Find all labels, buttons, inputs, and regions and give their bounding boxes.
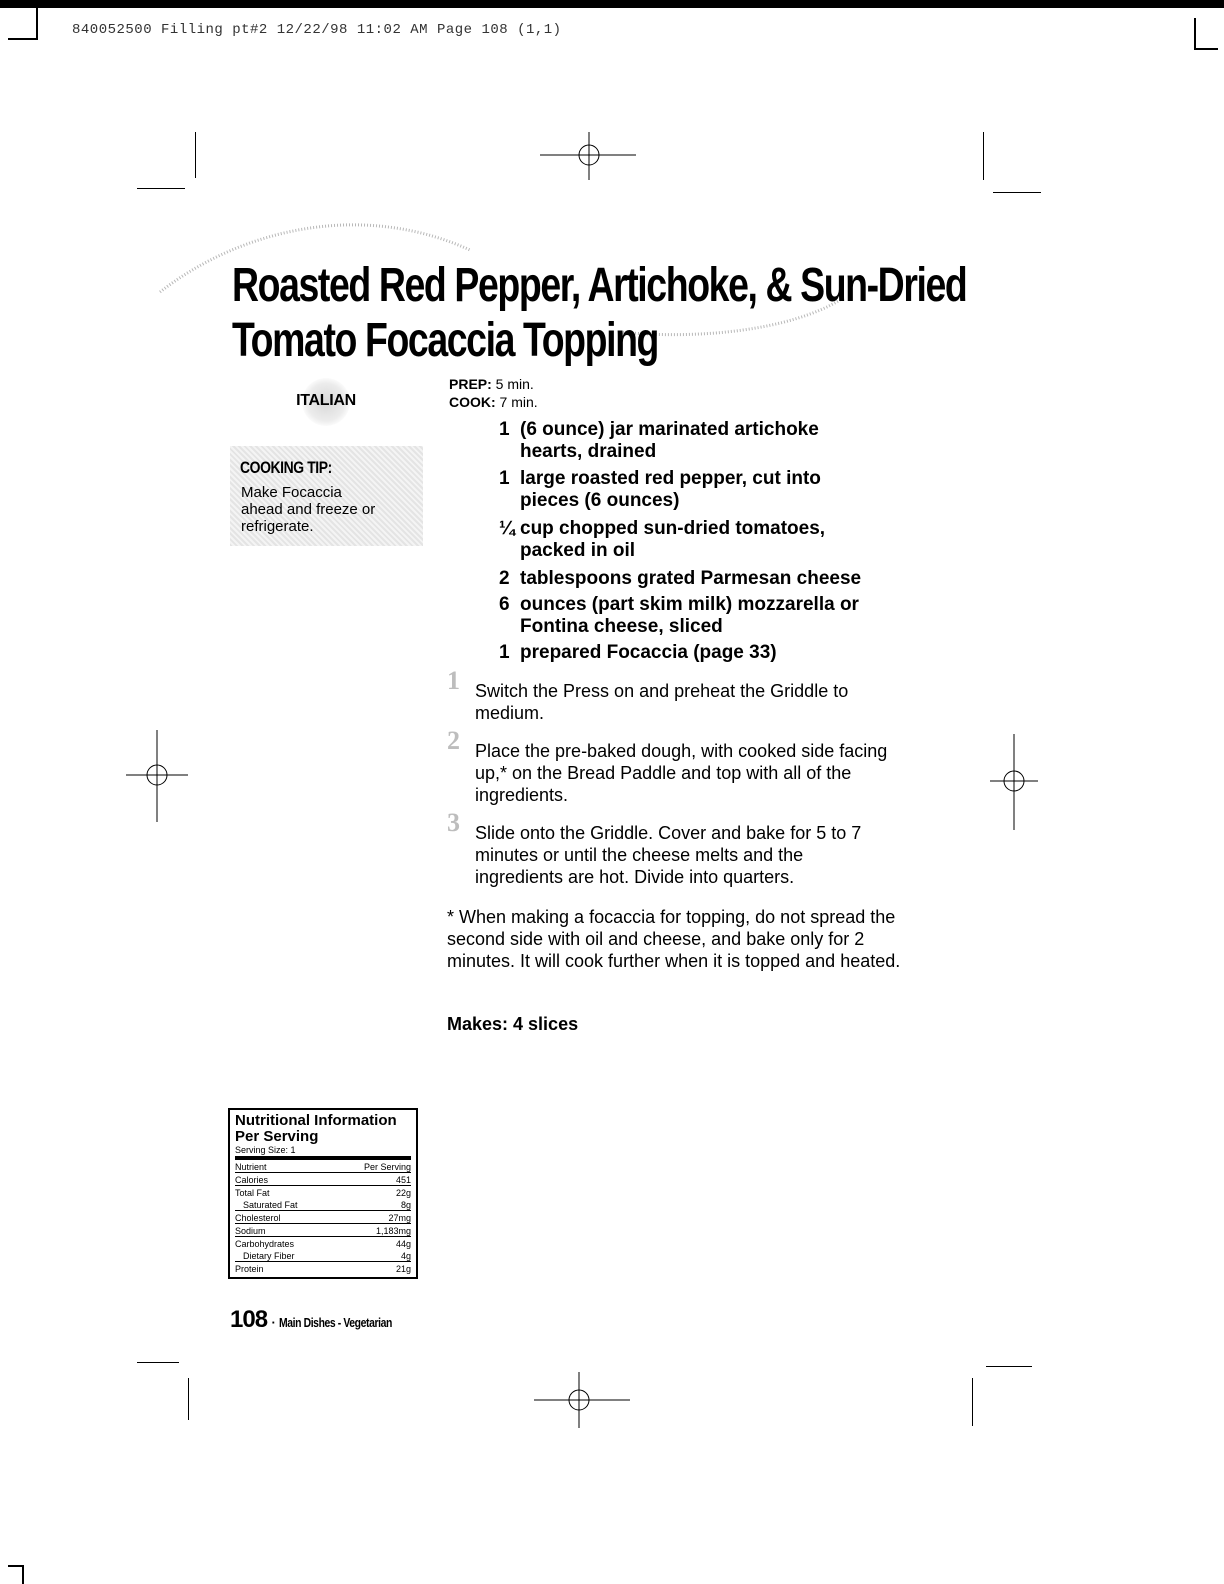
nutrition-row <box>235 1211 411 1224</box>
ingredient-text: large roasted red pepper, cut into pieces (6 ounces) <box>520 468 821 511</box>
ingredient-qty: 2 <box>499 568 510 589</box>
nutrient-column-label: Nutrient <box>235 1162 267 1172</box>
step-number: 3 <box>447 808 460 837</box>
step-text: Slide onto the Griddle. Cover and bake for 5 to 7 minutes or until the cheese melts and the ingredients are hot. Divide into quarters. <box>475 823 862 887</box>
cook-time <box>449 394 538 410</box>
nutrition-row <box>235 1186 411 1198</box>
nutrition-title: Nutritional Information Per Serving <box>235 1112 397 1145</box>
ingredient-text: tablespoons grated Parmesan cheese <box>520 568 862 589</box>
nutrient-value: 22g <box>395 1188 411 1198</box>
nutrition-row <box>235 1224 411 1237</box>
cooking-tip-text: Make Focaccia ahead and freeze or refrigerate. <box>241 484 376 535</box>
nutrition-header-row <box>235 1160 411 1173</box>
cook-value: 7 min. <box>495 394 538 410</box>
nutrient-name: Total Fat <box>235 1188 270 1198</box>
title-line-1: Roasted Red Pepper, Artichoke, & Sun-Dried <box>232 259 967 312</box>
ingredient-qty: 1 <box>499 419 510 440</box>
ingredient-text: (6 ounce) jar marinated artichoke hearts, drained <box>520 419 819 462</box>
nutrient-name: Cholesterol <box>235 1213 281 1223</box>
nutrient-name: Calories <box>235 1175 269 1185</box>
nutrition-row <box>235 1237 411 1249</box>
yield: Makes: 4 slices <box>447 1014 579 1034</box>
nutrition-row <box>235 1249 411 1262</box>
nutrition-panel <box>228 1108 418 1279</box>
cook-label: COOK: <box>449 394 496 410</box>
recipe-title <box>232 258 967 368</box>
per-serving-column-label: Per Serving <box>363 1162 411 1172</box>
nutrient-name: Protein <box>235 1264 264 1274</box>
step-text: Switch the Press on and preheat the Griddle to medium. <box>475 681 849 723</box>
ingredient-qty: 6 <box>499 594 510 615</box>
cuisine-badge: ITALIAN <box>296 392 356 409</box>
nutrient-name: Saturated Fat <box>243 1200 298 1210</box>
nutrient-name: Sodium <box>235 1226 266 1236</box>
ingredient-qty: 1 <box>499 468 510 489</box>
ingredient-text: prepared Focaccia (page 33) <box>520 642 777 663</box>
nutrient-name: Dietary Fiber <box>243 1251 295 1261</box>
nutrient-value: 4g <box>400 1251 411 1261</box>
section-name: Main Dishes - Vegetarian <box>279 1315 393 1330</box>
title-line-2: Tomato Focaccia Topping <box>232 314 659 367</box>
ingredient-text: cup chopped sun-dried tomatoes, packed in oil <box>520 518 826 561</box>
prep-time <box>449 376 534 392</box>
ingredient-qty: 1 <box>499 642 510 663</box>
footnote: * When making a focaccia for topping, do not spread the second side with oil and cheese, and bake only for 2 minutes. It will cook further when it is topped and heated. <box>447 907 901 971</box>
ingredient-qty: ¼ <box>499 518 515 539</box>
nutrition-row <box>235 1198 411 1211</box>
page-footer: 108 · Main Dishes - Vegetarian <box>230 1306 393 1333</box>
step-number: 2 <box>447 726 460 755</box>
nutrition-row <box>235 1262 411 1274</box>
nutrient-value: 1,183mg <box>375 1226 411 1236</box>
nutrient-value: 8g <box>400 1200 411 1210</box>
prep-value: 5 min. <box>491 376 534 392</box>
nutrient-name: Carbohydrates <box>235 1239 295 1249</box>
prep-label: PREP: <box>449 376 492 392</box>
nutrient-value: 44g <box>395 1239 411 1249</box>
serving-size: Serving Size: 1 <box>235 1145 411 1160</box>
ingredient-text: ounces (part skim milk) mozzarella or Fontina cheese, sliced <box>520 594 859 637</box>
cooking-tip-heading: COOKING TIP: <box>240 458 332 477</box>
nutrient-value: 451 <box>395 1175 411 1185</box>
nutrient-value: 21g <box>395 1264 411 1274</box>
nutrition-row <box>235 1173 411 1186</box>
step-text: Place the pre-baked dough, with cooked side facing up,* on the Bread Paddle and top with all of the ingredients. <box>475 741 888 805</box>
nutrient-value: 27mg <box>388 1213 411 1223</box>
step-number: 1 <box>447 666 460 695</box>
page-number: 108 <box>230 1306 268 1333</box>
print-slug: 840052500 Filling pt#2 12/22/98 11:02 AM Page 108 (1,1) <box>72 22 562 38</box>
